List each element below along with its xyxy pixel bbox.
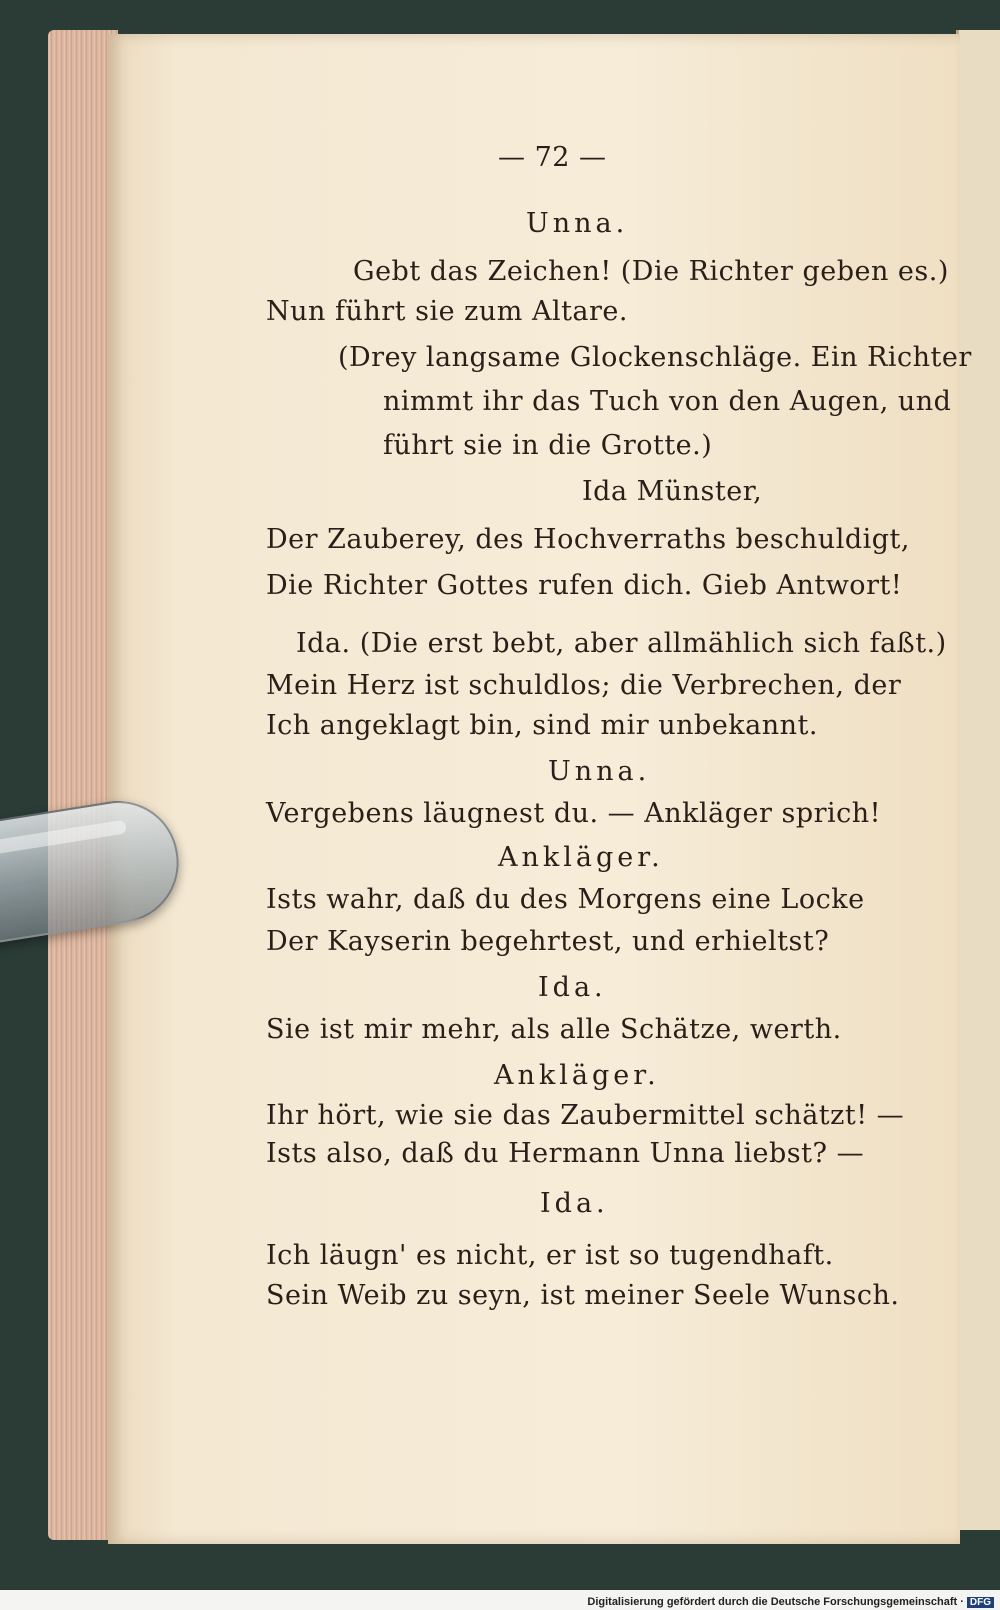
book-page — [108, 34, 972, 1544]
speaker-line: Ida. — [540, 1188, 609, 1219]
text-line: Sie ist mir mehr, als alle Schätze, werth. — [266, 1014, 842, 1045]
speaker-line: Ankläger. — [494, 1060, 660, 1091]
text-line: Die Richter Gottes rufen dich. Gieb Antwort! — [266, 570, 903, 601]
speaker-line: Unna. — [526, 208, 629, 239]
stage-direction-line: nimmt ihr das Tuch von den Augen, und — [383, 386, 952, 417]
text-line: Ists wahr, daß du des Morgens eine Locke — [266, 884, 865, 915]
speaker-line: Unna. — [548, 756, 651, 787]
text-line: Vergebens läugnest du. — Ankläger sprich! — [266, 798, 882, 829]
page-number: — 72 — — [498, 142, 607, 173]
text-line: Ihr hört, wie sie das Zaubermittel schätzt! — — [266, 1100, 905, 1131]
bleed-through — [238, 264, 248, 299]
dfg-logo: DFG — [967, 1597, 994, 1608]
credit-text: Digitalisierung gefördert durch die Deutsche Forschungsgemeinschaft · — [587, 1596, 964, 1608]
digitization-credit — [587, 1596, 994, 1608]
stage-direction-line: (Drey langsame Glockenschläge. Ein Richter — [338, 342, 972, 373]
text-line: Der Zauberey, des Hochverraths beschuldigt, — [266, 524, 910, 555]
text-line: Ida Münster, — [582, 476, 763, 507]
text-line: Gebt das Zeichen! (Die Richter geben es.) — [353, 256, 949, 287]
speaker-line: Ankläger. — [498, 842, 664, 873]
text-line: Ich läugn' es nicht, er ist so tugendhaft. — [266, 1240, 834, 1271]
text-line: Der Kayserin begehrtest, und erhieltst? — [266, 926, 830, 957]
speaker-line: Ida. — [538, 972, 607, 1003]
text-line: Ida. (Die erst bebt, aber allmählich sich faßt.) — [296, 628, 947, 659]
text-line: Mein Herz ist schuldlos; die Verbrechen, der — [266, 670, 902, 701]
stage-direction-line: führt sie in die Grotte.) — [383, 430, 713, 461]
text-line: Ists also, daß du Hermann Unna liebst? — — [266, 1138, 865, 1169]
text-line: Sein Weib zu seyn, ist meiner Seele Wunsch. — [266, 1280, 900, 1311]
text-line: Ich angeklagt bin, sind mir unbekannt. — [266, 710, 818, 741]
bleed-through — [368, 484, 378, 519]
facing-page-edge — [956, 30, 1000, 1530]
text-line: Nun führt sie zum Altare. — [266, 296, 628, 327]
